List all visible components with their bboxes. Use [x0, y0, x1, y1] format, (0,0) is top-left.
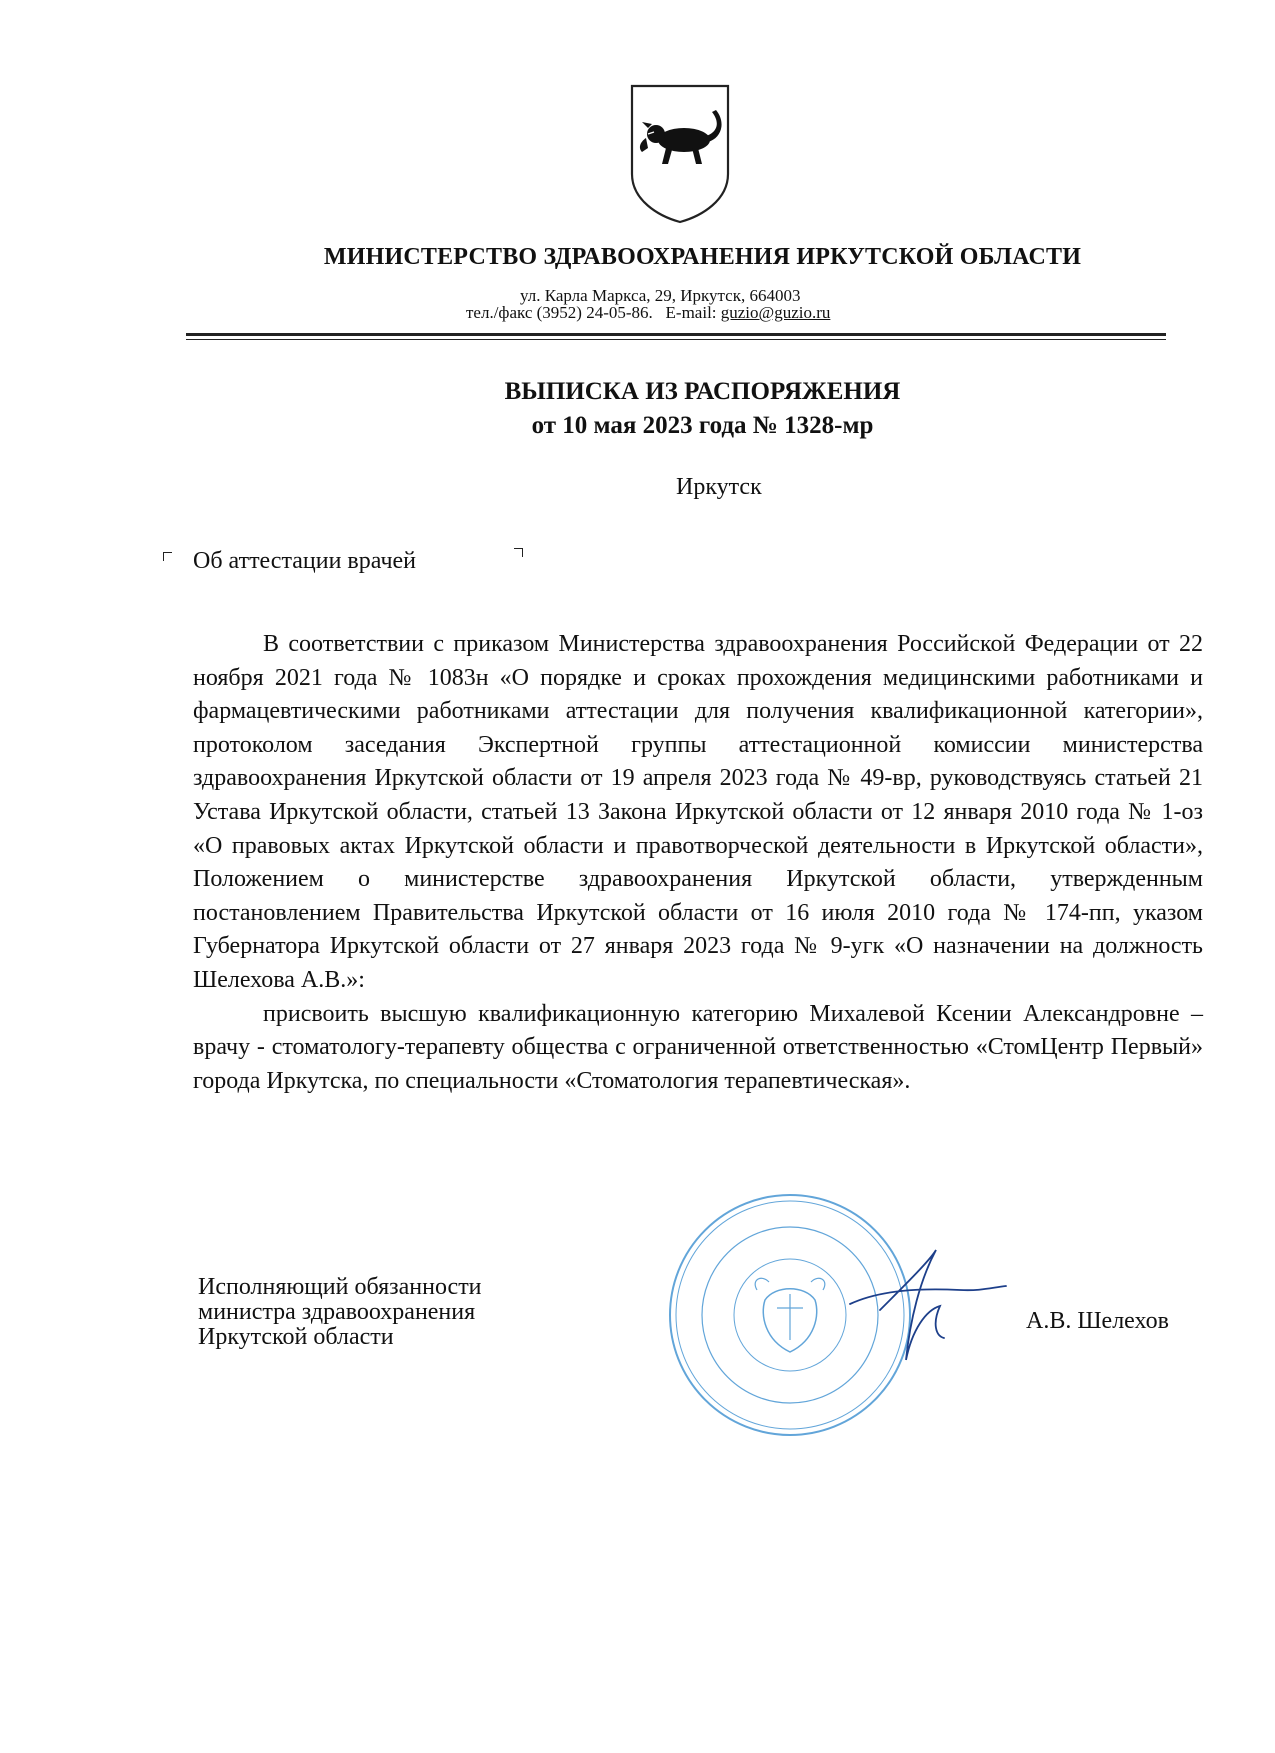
document-date-number: от 10 мая 2023 года № 1328-мр [531, 412, 874, 439]
handwritten-signature-icon [840, 1240, 1010, 1380]
position-line: министра здравоохранения [198, 1299, 476, 1325]
email-label: E-mail: [665, 303, 717, 322]
ministry-name: МИНИСТЕРСТВО ЗДРАВООХРАНЕНИЯ ИРКУТСКОЙ ОБЛАСТИ [323, 244, 1082, 270]
document-body [193, 628, 1203, 1098]
position-line: Иркутской области [198, 1324, 394, 1350]
body-paragraph-decision: присвоить высшую квалификационную категорию Михалевой Ксении Александровне – врачу - стоматологу-терапевту общества с ограниченной ответственностью «СтомЦентр Первый» города Иркутска, по специальности «Стоматология терапевтическая». [193, 1000, 1203, 1094]
header-rule-thick [186, 333, 1166, 336]
signatory-name: А.В. Шелехов [1026, 1308, 1169, 1334]
subject-bracket-left [163, 552, 172, 561]
subject-bracket-right [514, 548, 523, 557]
ministry-contacts [466, 303, 830, 323]
body-paragraph-preamble: В соответствии с приказом Министерства здравоохранения Российской Федерации от 22 ноября 2021 года № 1083н «О порядке и сроках прохождения медицинскими работниками и фармацевтическими работниками аттестации для получения квалификационной категории», протоколом заседания Экспертной группы аттестационной комиссии министерства здравоохранения Иркутской области от 19 апреля 2023 года № 49-вр, руководствуясь статьей 21 Устава Иркутской области, статьей 13 Закона Иркутской области от 12 января 2010 года № 1-оз «О правовых актах Иркутской области и правотворческой деятельности в Иркутской области», Положением о министерстве здравоохранения Иркутской области, утвержденным постановлением Правительства Иркутской области от 16 июля 2010 года № 174-пп, указом Губернатора Иркутской области от 27 января 2023 года № 9-угк «О назначении на должность Шелехова А.В.»: [193, 631, 1203, 993]
document-title: ВЫПИСКА ИЗ РАСПОРЯЖЕНИЯ [504, 378, 901, 405]
position-line: Исполняющий обязанности [198, 1274, 482, 1300]
email-link[interactable]: guzio@guzio.ru [720, 303, 831, 322]
document-subject: Об аттестации врачей [193, 548, 417, 574]
irkutsk-coat-of-arms-icon [626, 82, 734, 224]
phone-fax: тел./факс (3952) 24-05-86. [466, 303, 653, 322]
document-city: Иркутск [676, 474, 762, 500]
ministry-address: ул. Карла Маркса, 29, Иркутск, 664003 [520, 286, 801, 305]
signatory-position [198, 1275, 482, 1350]
header-rule-thin [186, 339, 1166, 340]
